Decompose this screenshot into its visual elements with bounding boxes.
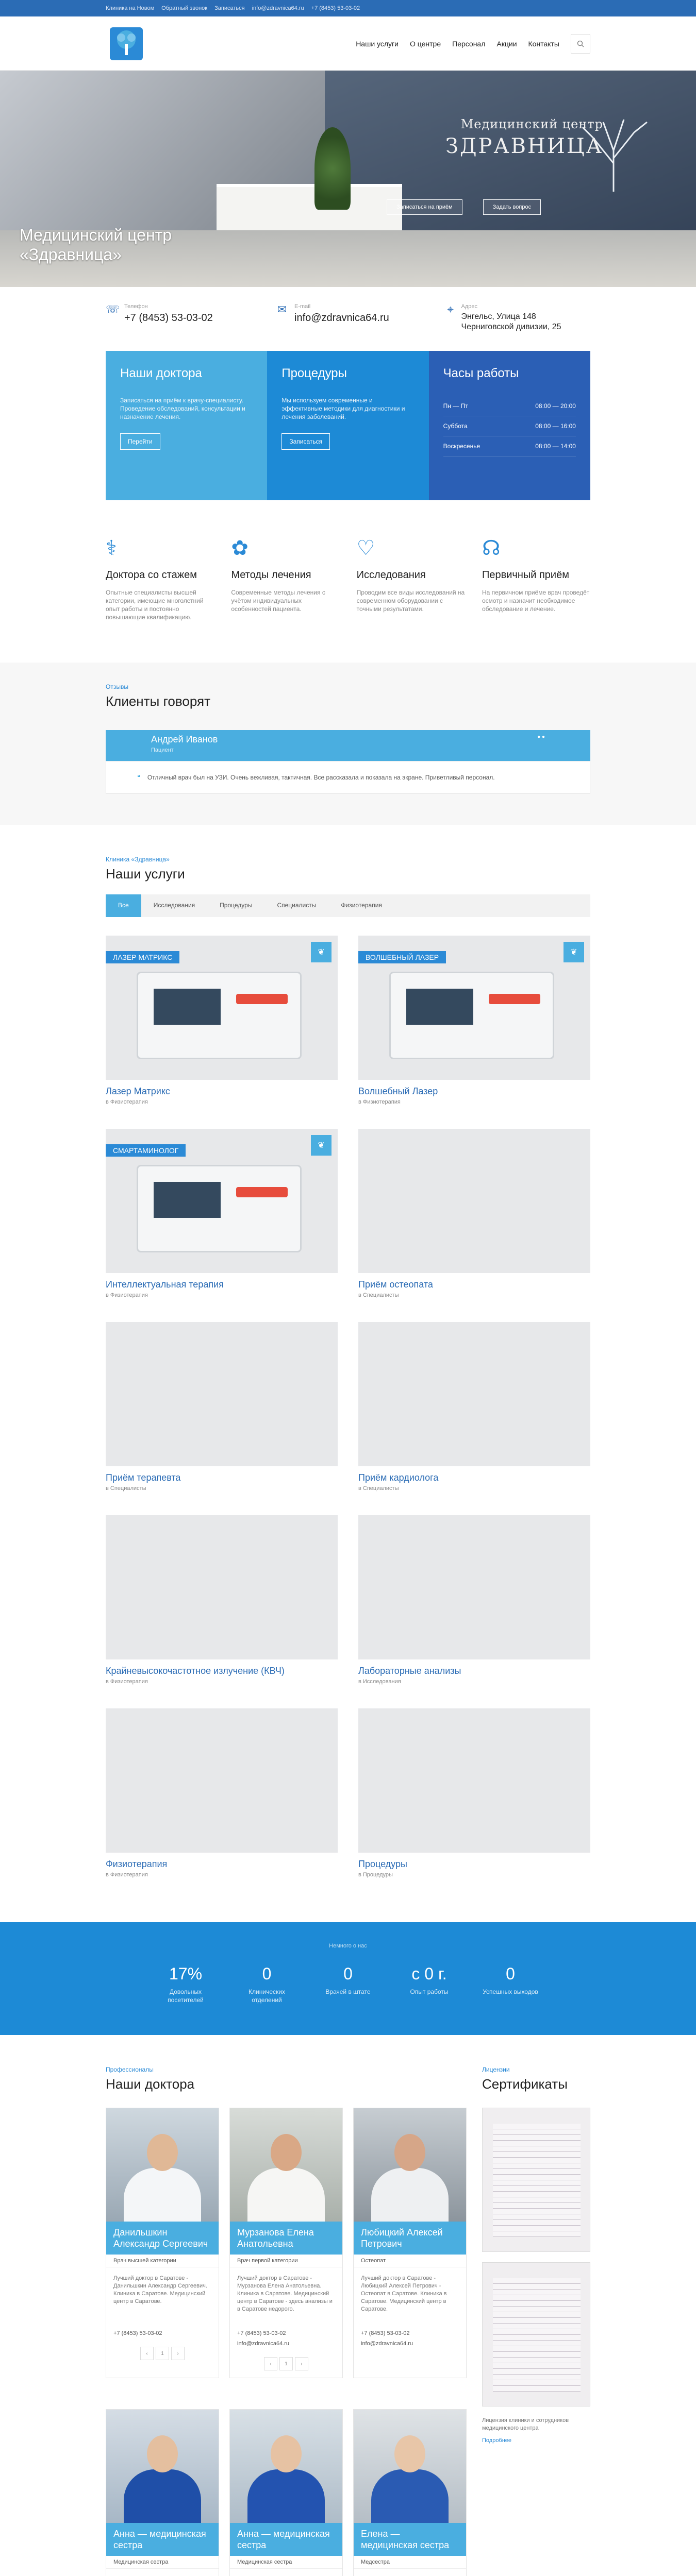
stat-number: 0 xyxy=(343,1964,353,1983)
service-image xyxy=(358,1515,590,1659)
doctor-name[interactable]: Любицкий Алексей Петрович xyxy=(354,2222,466,2255)
topbar-email[interactable]: info@zdravnica64.ru xyxy=(252,5,304,11)
doctor-name[interactable]: Елена — медицинская сестра xyxy=(354,2523,466,2556)
certificates-column xyxy=(482,2066,590,2576)
tab-procedures[interactable]: Процедуры xyxy=(220,902,253,909)
pager-prev-icon[interactable]: ‹ xyxy=(140,2347,154,2360)
card-doctors-text: Записаться на приём к врачу-специалисту. Проведение обследований, консультации и назначение лечения. xyxy=(120,397,245,420)
hero-sign xyxy=(445,117,603,158)
service-image xyxy=(358,1322,590,1466)
topbar-link-callback[interactable]: Обратный звонок xyxy=(161,5,208,11)
doctor-position: Остеопат xyxy=(354,2255,466,2267)
info-cards xyxy=(106,351,590,500)
doctor-photo xyxy=(354,2108,466,2222)
service-card[interactable] xyxy=(358,1708,590,1902)
hero-reception-desk xyxy=(217,184,402,230)
review-pager[interactable]: ● ● xyxy=(537,734,545,740)
card-procedures xyxy=(267,351,428,500)
map-pin-icon: ⌖ xyxy=(447,303,454,316)
hero-cta-group xyxy=(387,199,541,215)
stat-item xyxy=(152,1964,219,2004)
service-title[interactable]: Процедуры xyxy=(358,1859,407,1869)
nav-services[interactable]: Наши услуги xyxy=(356,39,399,48)
service-title[interactable]: Лазер Матрикс xyxy=(106,1086,170,1096)
doctor-card[interactable] xyxy=(353,2409,467,2576)
contact-address-value: Энгельс, Улица 148 Черниговской дивизии, 25 xyxy=(461,312,561,331)
nav-staff[interactable]: Персонал xyxy=(452,39,486,48)
card-doctors-button[interactable]: Перейти xyxy=(120,433,160,450)
services-tabs xyxy=(106,894,590,917)
contact-phone-value: +7 (8453) 53-03-02 xyxy=(124,312,213,324)
service-title[interactable]: Волшебный Лазер xyxy=(358,1086,438,1096)
doctor-email[interactable]: info@zdravnica64.ru xyxy=(361,2341,413,2347)
service-category: в Специалисты xyxy=(358,1485,399,1492)
service-card[interactable] xyxy=(106,1322,338,1515)
service-image xyxy=(106,936,338,1080)
certificate-image[interactable] xyxy=(482,2262,590,2406)
doctor-photo xyxy=(354,2410,466,2523)
doctor-photo xyxy=(230,2108,342,2222)
doctor-card[interactable] xyxy=(106,2409,219,2576)
service-image xyxy=(358,1129,590,1273)
review-text: Отличный врач был на УЗИ. Очень вежливая, тактичная. Все рассказала и показала на экране. Приветливый персонал. xyxy=(147,774,495,781)
leaf-icon: ❦ xyxy=(564,942,584,962)
device-illustration xyxy=(137,972,302,1059)
contact-phone-label: Телефон xyxy=(124,303,148,310)
doctor-figure xyxy=(124,2124,201,2222)
doctor-photo xyxy=(106,2108,219,2222)
service-title[interactable]: Физиотерапия xyxy=(106,1859,168,1869)
doctor-contacts xyxy=(106,2324,219,2347)
doctor-pager xyxy=(106,2347,219,2367)
tree-logo-icon xyxy=(106,23,147,64)
service-category: в Специалисты xyxy=(106,1485,146,1492)
top-bar xyxy=(0,0,696,16)
service-card[interactable] xyxy=(106,1515,338,1708)
doctors-row xyxy=(106,2409,467,2576)
hero-banner xyxy=(0,71,696,287)
reviews-section xyxy=(0,663,696,825)
service-category: в Специалисты xyxy=(358,1292,399,1298)
pager-page[interactable]: 1 xyxy=(156,2347,169,2360)
site-header xyxy=(0,16,696,71)
service-title[interactable]: Приём терапевта xyxy=(106,1472,181,1483)
reviews-title: Клиенты говорят xyxy=(106,693,210,709)
feature-item xyxy=(231,536,339,621)
doctor-card[interactable] xyxy=(229,2409,343,2576)
services-grid xyxy=(106,936,590,1902)
hero-caption-line1: Медицинский центр xyxy=(20,226,172,244)
card-doctors-title: Наши доктора xyxy=(120,366,202,380)
tab-research[interactable]: Исследования xyxy=(153,902,195,909)
feature-text: Современные методы лечения с учётом индивидуальных особенностей пациента. xyxy=(231,589,325,613)
service-image xyxy=(358,936,590,1080)
contact-phone[interactable] xyxy=(106,303,250,332)
service-card[interactable] xyxy=(106,936,338,1129)
certificates-caption: Лицензия клиники и сотрудников медицинского центра xyxy=(482,2417,569,2431)
contact-email[interactable] xyxy=(276,303,420,332)
nav-contacts[interactable]: Контакты xyxy=(528,39,559,48)
service-image xyxy=(106,1708,338,1853)
contact-email-value: info@zdravnica64.ru xyxy=(294,312,389,324)
stat-item xyxy=(477,1964,544,2004)
hours-row xyxy=(443,436,576,456)
pager-next-icon[interactable]: › xyxy=(171,2347,185,2360)
service-category: в Физиотерапия xyxy=(106,1292,148,1298)
search-button[interactable] xyxy=(571,34,590,54)
review-body xyxy=(106,761,590,794)
service-category: в Физиотерапия xyxy=(106,1099,148,1105)
stat-item xyxy=(234,1964,301,2004)
hero-question-button[interactable]: Задать вопрос xyxy=(483,199,541,215)
service-category: в Исследования xyxy=(358,1679,401,1685)
contact-email-label: E-mail xyxy=(294,303,311,310)
service-category: в Процедуры xyxy=(358,1872,393,1878)
tab-all[interactable]: Все xyxy=(106,894,141,917)
phone-icon: ☏ xyxy=(106,303,120,316)
topbar-phone[interactable]: +7 (8453) 53-03-02 xyxy=(311,5,360,11)
card-procedures-text: Мы используем современные и эффективные методики для диагностики и лечения заболеваний. xyxy=(281,397,405,420)
doctor-name[interactable]: Анна — медицинская сестра xyxy=(230,2523,342,2556)
doctor-description: Лучший доктор в Саратове - Любицкий Алексей Петрович - Остеопат в Саратове. Клиника в Саратове. Медицинский центр в Саратове. xyxy=(361,2275,447,2312)
card-hours xyxy=(429,351,590,500)
card-doctors xyxy=(106,351,267,500)
stat-label: Опыт работы xyxy=(410,1988,449,1995)
hours-row xyxy=(443,396,576,416)
services-title: Наши услуги xyxy=(106,866,185,882)
feature-title: Доктора со стажем xyxy=(106,569,197,581)
leaf-icon: ❦ xyxy=(311,942,332,962)
doctors-tag: Профессионалы xyxy=(106,2066,154,2073)
device-illustration xyxy=(137,1165,302,1252)
heartbeat-icon: ♡ xyxy=(356,537,375,560)
service-title[interactable]: Лабораторные анализы xyxy=(358,1666,461,1676)
doctor-description: Лучший доктор в Саратове - Мурзанова Елена Анатольевна. Клиника в Саратове. Медицинский центр в Саратове - здесь анализы и в Саратове недорого. xyxy=(237,2275,333,2312)
doctor-name[interactable]: Данильшкин Александр Сергеевич xyxy=(106,2222,219,2255)
review-author-role: Пациент xyxy=(151,747,174,753)
reviews-tag: Отзывы xyxy=(106,683,128,690)
service-title[interactable]: Приём кардиолога xyxy=(358,1472,439,1483)
hours-time: 08:00 — 14:00 xyxy=(535,443,576,450)
doctors-row xyxy=(106,2108,467,2378)
hours-day: Воскресенье xyxy=(443,443,480,450)
hero-sign-line2: ЗДРАВНИЦА xyxy=(445,134,603,158)
stat-number: 0 xyxy=(262,1964,272,1983)
doctors-title: Наши доктора xyxy=(106,2076,195,2092)
service-card[interactable] xyxy=(358,1322,590,1515)
stethoscope2-icon: ☊ xyxy=(482,537,501,560)
stats-row xyxy=(152,1964,544,2004)
service-title[interactable]: Крайневысокочастотное излучение (КВЧ) xyxy=(106,1666,285,1676)
service-title[interactable]: Интеллектуальная терапия xyxy=(106,1279,224,1290)
feature-item xyxy=(482,536,590,621)
leaf-icon: ❦ xyxy=(311,1135,332,1156)
doctor-position: Медицинская сестра xyxy=(230,2556,342,2569)
hours-time: 08:00 — 16:00 xyxy=(535,422,576,430)
review-header xyxy=(106,730,590,761)
main-nav xyxy=(356,34,590,54)
doctor-figure xyxy=(371,2425,449,2523)
doctor-description xyxy=(230,2569,342,2576)
service-category: в Физиотерапия xyxy=(358,1099,401,1105)
site-logo[interactable] xyxy=(106,23,147,64)
pager-page[interactable]: 1 xyxy=(279,2357,293,2370)
mail-icon: ✉ xyxy=(277,303,287,316)
feature-item xyxy=(357,536,465,621)
doctor-pager xyxy=(230,2357,342,2378)
doctor-description xyxy=(106,2569,219,2576)
feature-title: Первичный приём xyxy=(482,569,569,581)
card-procedures-title: Процедуры xyxy=(281,366,347,380)
doctor-description: Лучший доктор в Саратове - Данильшкин Александр Сергеевич. Клиника в Саратове. Медицинский центр в Саратове. xyxy=(113,2275,207,2304)
doctor-phone[interactable]: +7 (8453) 53-03-02 xyxy=(113,2330,162,2336)
feature-text: Проводим все виды исследований на современном оборудовании с точными результатами. xyxy=(356,589,465,613)
features-section xyxy=(0,500,696,663)
nav-promotions[interactable]: Акции xyxy=(496,39,517,48)
stat-label: Врачей в штате xyxy=(325,1988,371,1995)
doctor-position: Медсестра xyxy=(354,2556,466,2569)
pager-prev-icon[interactable]: ‹ xyxy=(264,2357,277,2370)
stat-number: 17% xyxy=(169,1964,203,1983)
service-image xyxy=(106,1515,338,1659)
service-image xyxy=(106,1129,338,1273)
doctor-figure xyxy=(371,2124,449,2222)
card-hours-title: Часы работы xyxy=(443,366,519,380)
doctor-name[interactable]: Мурзанова Елена Анатольевна xyxy=(230,2222,342,2255)
hours-time: 08:00 — 20:00 xyxy=(535,402,576,410)
doctor-position: Врач высшей категории xyxy=(106,2255,219,2267)
hero-appointment-button[interactable]: Записаться на приём xyxy=(387,199,462,215)
feature-title: Методы лечения xyxy=(231,569,311,581)
feature-text: Опытные специалисты высшей категории, имеющие многолетний опыт работы и постоянно повышающие квалификацию. xyxy=(106,589,204,621)
service-category: в Физиотерапия xyxy=(106,1872,148,1878)
certificates-more-link[interactable]: Подробнее xyxy=(482,2437,512,2444)
doctor-card[interactable] xyxy=(229,2108,343,2378)
review-author: Андрей Иванов xyxy=(151,734,218,744)
stat-item xyxy=(314,1964,382,2004)
feature-item xyxy=(106,536,214,621)
doctor-figure xyxy=(247,2425,325,2523)
doctor-contacts xyxy=(354,2324,466,2357)
service-image xyxy=(358,1708,590,1853)
stat-label: Успешных выходов xyxy=(483,1988,538,1995)
hero-sign-line1: Медицинский центр xyxy=(460,117,603,131)
services-tag: Клиника «Здравница» xyxy=(106,856,170,863)
feature-title: Исследования xyxy=(356,569,426,581)
topbar-link-clinic[interactable]: Клиника на Новом xyxy=(106,5,155,11)
flower-icon: ✿ xyxy=(231,537,248,560)
stats-section xyxy=(0,1922,696,2035)
stats-tag: Немного о нас xyxy=(329,1943,367,1949)
tab-specialists[interactable]: Специалисты xyxy=(277,902,317,909)
doctor-phone[interactable]: +7 (8453) 53-03-02 xyxy=(237,2330,286,2336)
doctor-photo xyxy=(106,2410,219,2523)
doctor-position: Медицинская сестра xyxy=(106,2556,219,2569)
service-card[interactable] xyxy=(358,936,590,1129)
doctor-figure xyxy=(247,2124,325,2222)
certificates-tag: Лицензии xyxy=(482,2066,510,2073)
service-title[interactable]: Приём остеопата xyxy=(358,1279,433,1290)
stat-number: 0 xyxy=(506,1964,515,1983)
tab-physio[interactable]: Физиотерапия xyxy=(341,902,382,909)
stat-item xyxy=(396,1964,463,2004)
quote-icon: ❝ xyxy=(137,774,141,781)
services-section xyxy=(0,825,696,1922)
doctor-photo xyxy=(230,2410,342,2523)
topbar-link-appointment[interactable]: Записаться xyxy=(214,5,245,11)
stethoscope-icon: ⚕ xyxy=(106,537,117,560)
hours-day: Пн — Пт xyxy=(443,402,468,410)
search-icon xyxy=(577,40,584,47)
hours-day: Суббота xyxy=(443,422,468,430)
service-image-tag: ВОЛШЕБНЫЙ ЛАЗЕР xyxy=(358,951,446,963)
doctor-figure xyxy=(124,2425,201,2523)
card-procedures-button[interactable]: Записаться xyxy=(281,433,330,450)
service-card[interactable] xyxy=(358,1515,590,1708)
service-image-tag: ЛАЗЕР МАТРИКС xyxy=(106,951,179,963)
stat-label: Клинических отделений xyxy=(248,1988,285,2004)
doctor-card[interactable] xyxy=(106,2108,219,2378)
hero-caption-line2: «Здравница» xyxy=(20,245,122,264)
contact-address xyxy=(446,303,590,332)
doctor-name[interactable]: Анна — медицинская сестра xyxy=(106,2523,219,2556)
doctors-section xyxy=(0,2035,696,2576)
service-card[interactable] xyxy=(358,1129,590,1322)
hero-plant xyxy=(314,127,351,210)
doctor-card[interactable] xyxy=(353,2108,467,2378)
hours-row xyxy=(443,416,576,436)
device-illustration xyxy=(389,972,554,1059)
nav-about[interactable]: О центре xyxy=(409,39,441,48)
doctor-description xyxy=(354,2569,466,2576)
feature-text: На первичном приёме врач проведёт осмотр и назначит необходимое обследование и лечение. xyxy=(482,589,590,613)
contacts-bar xyxy=(0,287,696,351)
doctor-phone[interactable]: +7 (8453) 53-03-02 xyxy=(361,2330,410,2336)
service-category: в Физиотерапия xyxy=(106,1679,148,1685)
doctor-contacts xyxy=(230,2324,342,2357)
doctors-list xyxy=(106,2066,467,2576)
service-image xyxy=(106,1322,338,1466)
service-image-tag: СМАРТАМИНОЛОГ xyxy=(106,1144,186,1157)
stat-label: Довольных посетителей xyxy=(168,1988,204,2004)
pager-next-icon[interactable]: › xyxy=(295,2357,308,2370)
service-card[interactable] xyxy=(106,1129,338,1322)
contact-address-label: Адрес xyxy=(461,303,477,310)
hero-caption xyxy=(20,225,172,264)
certificate-image[interactable] xyxy=(482,2108,590,2252)
doctor-email[interactable]: info@zdravnica64.ru xyxy=(237,2341,290,2347)
service-card[interactable] xyxy=(106,1708,338,1902)
certificates-title: Сертификаты xyxy=(482,2076,568,2092)
doctor-position: Врач первой категории xyxy=(230,2255,342,2267)
stat-number: с 0 г. xyxy=(411,1964,447,1983)
